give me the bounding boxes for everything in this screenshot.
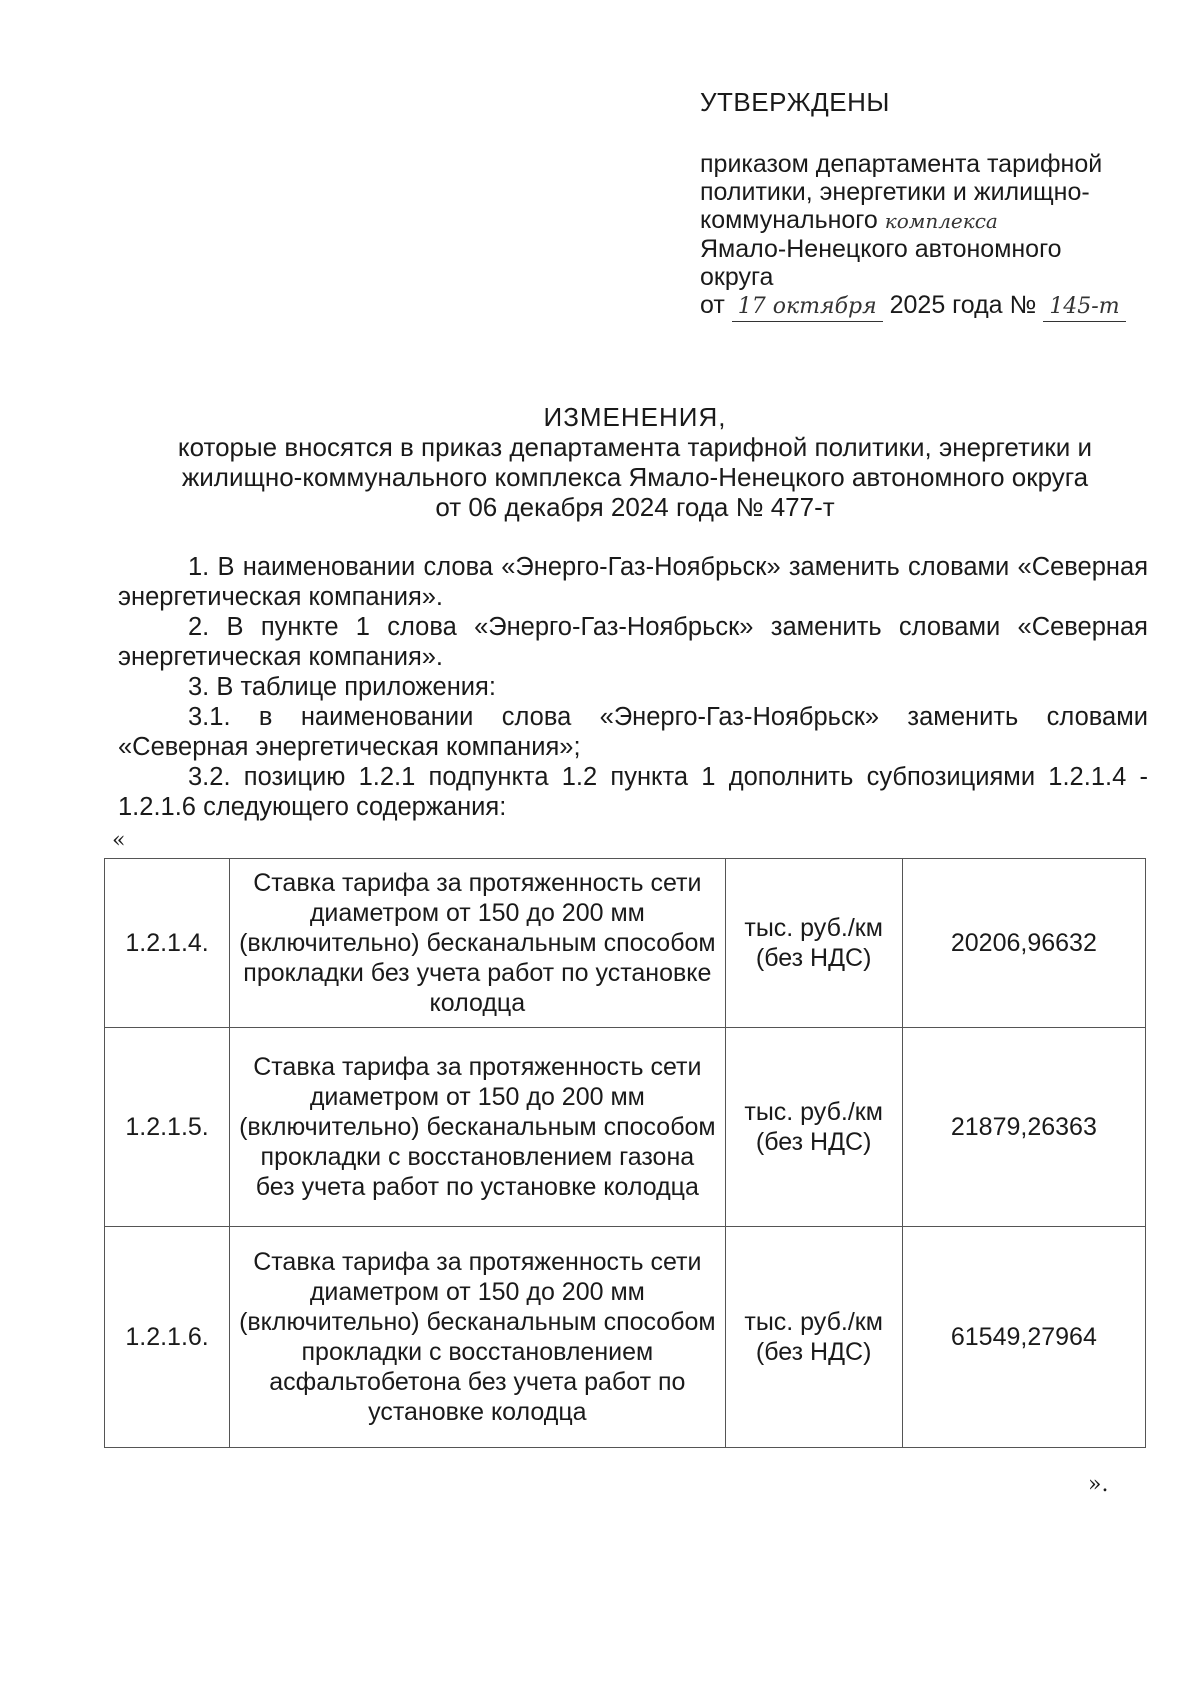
row-description: Ставка тарифа за протяженность сети диаметром от 150 до 200 мм (включительно) бесканальным способом прокладки с восстановлением газона без учета работ по установке колодца: [230, 1028, 725, 1227]
row-value: 21879,26363: [902, 1028, 1145, 1227]
row-description: Ставка тарифа за протяженность сети диаметром от 150 до 200 мм (включительно) бесканальным способом прокладки с восстановлением асфальтобетона без учета работ по установке колодца: [230, 1227, 725, 1448]
approval-heading: УТВЕРЖДЕНЫ: [700, 87, 890, 117]
row-unit: тыс. руб./км (без НДС): [725, 1227, 902, 1448]
paragraph-3-1: 3.1. в наименовании слова «Энерго-Газ-Ноябрьск» заменить словами «Северная энергетическая компания»;: [118, 703, 1148, 761]
document-title: [110, 402, 1160, 522]
approval-line-4: Ямало-Ненецкого автономного: [700, 235, 1062, 263]
approval-line-2: политики, энергетики и жилищно-: [700, 178, 1090, 206]
table-row: [105, 859, 1146, 1028]
approval-line-3-printed: коммунального: [700, 206, 878, 234]
paragraph-3: 3. В таблице приложения:: [188, 673, 496, 701]
row-value: 20206,96632: [902, 859, 1145, 1028]
title-line-1: которые вносятся в приказ департамента тарифной политики, энергетики и: [177, 432, 1093, 462]
close-quote: ».: [1088, 1472, 1109, 1497]
row-unit: тыс. руб./км (без НДС): [725, 859, 902, 1028]
date-day: 17: [737, 294, 766, 319]
date-prefix: от: [700, 291, 725, 319]
row-number: 1.2.1.5.: [105, 1028, 230, 1227]
title-line-3: от 06 декабря 2024 года № 477-т: [435, 492, 835, 522]
date-month: октября: [772, 294, 877, 319]
handwritten-order-number: 145-т: [1043, 293, 1125, 322]
row-unit: тыс. руб./км (без НДС): [725, 1028, 902, 1227]
row-number: 1.2.1.6.: [105, 1227, 230, 1448]
approval-line-1: приказом департамента тарифной: [700, 150, 1103, 178]
approval-lines: [700, 150, 1170, 322]
tariff-table: [104, 858, 1146, 1448]
title-line-2: жилищно-коммунального комплекса Ямало-Ненецкого автономного округа: [181, 462, 1089, 492]
approval-date-line: [700, 291, 1170, 322]
paragraph-3-2: 3.2. позицию 1.2.1 подпункта 1.2 пункта 1 дополнить субпозициями 1.2.1.4 - 1.2.1.6 следующего содержания:: [118, 763, 1148, 821]
row-number: 1.2.1.4.: [105, 859, 230, 1028]
paragraph-1: 1. В наименовании слова «Энерго-Газ-Ноябрьск» заменить словами «Северная энергетическая компания».: [118, 553, 1148, 611]
approval-line-5: округа: [700, 263, 774, 291]
title-main: ИЗМЕНЕНИЯ,: [543, 402, 727, 432]
body-text: [118, 552, 1148, 822]
date-year: 2025 года №: [889, 291, 1037, 319]
paragraph-2: 2. В пункте 1 слова «Энерго-Газ-Ноябрьск» заменить словами «Северная энергетическая компания».: [118, 613, 1148, 671]
table-row: [105, 1028, 1146, 1227]
open-quote: «: [112, 828, 126, 853]
approval-line-3: [700, 206, 1170, 235]
approval-block: [700, 88, 1170, 322]
row-description: Ставка тарифа за протяженность сети диаметром от 150 до 200 мм (включительно) бесканальным способом прокладки без учета работ по установке колодца: [230, 859, 725, 1028]
handwritten-date: [732, 293, 883, 322]
approval-line-3-handwritten: комплекса: [884, 209, 998, 233]
row-value: 61549,27964: [902, 1227, 1145, 1448]
table-row: [105, 1227, 1146, 1448]
